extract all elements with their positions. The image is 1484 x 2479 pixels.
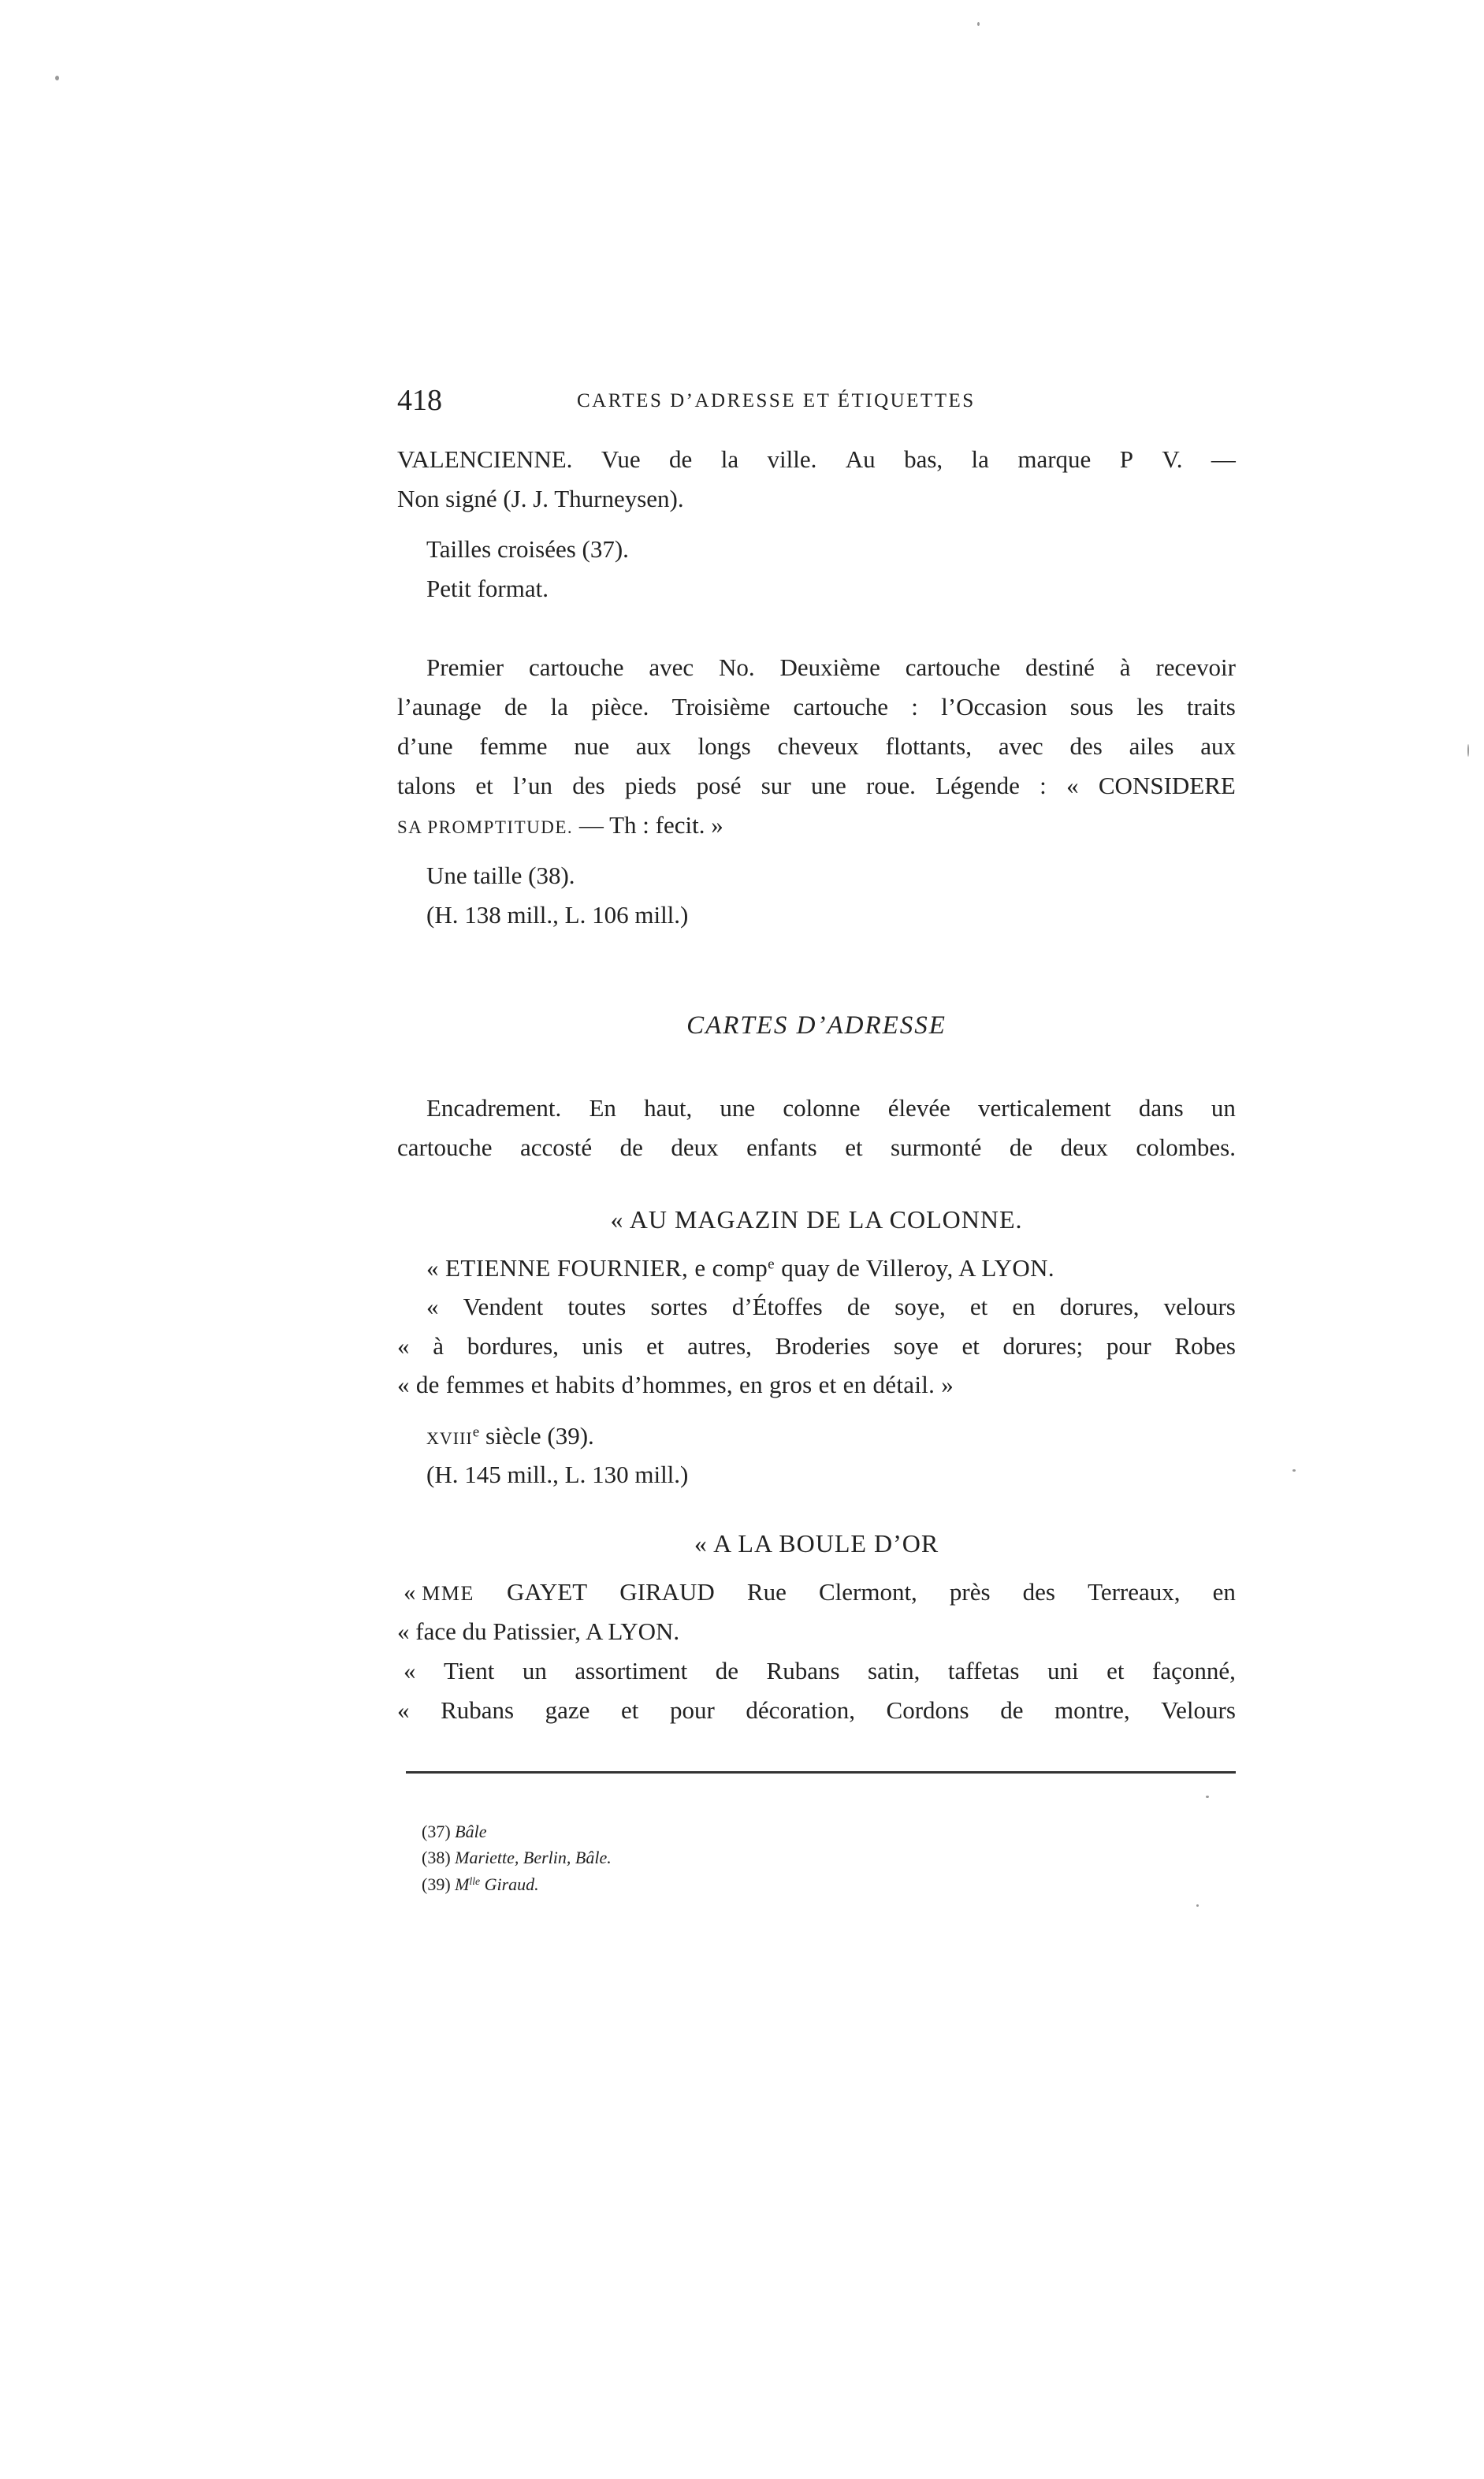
word: Rue bbox=[746, 1578, 787, 1606]
entry3-century-post: siècle (39). bbox=[479, 1422, 594, 1450]
footnote-37-number: (37) bbox=[422, 1822, 451, 1841]
word: montre, bbox=[1054, 1696, 1130, 1724]
word: des bbox=[1069, 732, 1103, 760]
word: longs bbox=[697, 732, 751, 760]
word: cartouche bbox=[397, 1133, 493, 1161]
word: sous bbox=[1069, 693, 1114, 720]
word: pièce. bbox=[591, 693, 649, 720]
word: « bbox=[1066, 772, 1079, 799]
scan-speck bbox=[1292, 1469, 1296, 1472]
word: Tient bbox=[444, 1657, 495, 1684]
word: aux bbox=[635, 732, 671, 760]
word: verticalement bbox=[978, 1094, 1111, 1122]
word: sur bbox=[761, 772, 791, 799]
page-header bbox=[397, 383, 1236, 418]
entry3-heading: « AU MAGAZIN DE LA COLONNE. bbox=[610, 1205, 1023, 1234]
word: et bbox=[1106, 1657, 1125, 1684]
word: aux bbox=[1200, 732, 1236, 760]
word: les bbox=[1136, 693, 1164, 720]
entry3-address-line1 bbox=[426, 1253, 1054, 1284]
footnote-38-number: (38) bbox=[422, 1848, 451, 1867]
word: un bbox=[522, 1657, 547, 1684]
word: avec bbox=[998, 732, 1043, 760]
word: et bbox=[961, 1332, 980, 1360]
entry2-line2 bbox=[397, 691, 1236, 723]
footnote-39-text-post: Giraud. bbox=[480, 1874, 539, 1894]
word: Premier bbox=[426, 653, 504, 681]
word: bordures, bbox=[467, 1332, 559, 1360]
word: de bbox=[504, 693, 528, 720]
word: taffetas bbox=[947, 1657, 1020, 1684]
word: Broderies bbox=[775, 1332, 871, 1360]
word: et bbox=[646, 1332, 664, 1360]
word: velours bbox=[1163, 1293, 1236, 1320]
word: soye, bbox=[894, 1293, 946, 1320]
word: dorures; bbox=[1002, 1332, 1084, 1360]
word: la bbox=[550, 693, 568, 720]
word: roue. bbox=[866, 772, 916, 799]
entry3-address-line1-pre: « ETIENNE FOURNIER, e comp bbox=[426, 1254, 768, 1282]
entry4-line4 bbox=[397, 1695, 1236, 1726]
word: l’Occasion bbox=[941, 693, 1047, 720]
word: des bbox=[572, 772, 605, 799]
word: GIRAUD bbox=[619, 1578, 715, 1606]
footnote-39 bbox=[422, 1874, 539, 1896]
entry2-line4 bbox=[397, 770, 1236, 802]
word: femme bbox=[479, 732, 548, 760]
entry2-line6: Une taille (38). bbox=[426, 862, 575, 889]
word: P bbox=[1119, 445, 1133, 473]
word: à bbox=[433, 1332, 444, 1360]
word: Légende bbox=[935, 772, 1020, 799]
word: Au bbox=[845, 445, 876, 473]
word: destiné bbox=[1025, 653, 1095, 681]
entry1-line3: Tailles croisées (37). bbox=[426, 535, 629, 563]
word: « bbox=[426, 1293, 439, 1320]
word: d’une bbox=[397, 732, 453, 760]
word: traits bbox=[1186, 693, 1236, 720]
entry2-line5-rest: — Th : fecit. » bbox=[578, 811, 723, 839]
entry2-line5-smallcaps: SA PROMPTITUDE. bbox=[397, 817, 574, 837]
word: uni bbox=[1047, 1657, 1079, 1684]
word: posé bbox=[696, 772, 742, 799]
word: avec bbox=[649, 653, 694, 681]
word: — bbox=[1211, 445, 1236, 473]
scan-speck bbox=[55, 76, 59, 80]
footnote-37-text: Bâle bbox=[455, 1822, 487, 1841]
word: : bbox=[1040, 772, 1047, 799]
word: sortes bbox=[650, 1293, 708, 1320]
word: de bbox=[1000, 1696, 1024, 1724]
scan-speck bbox=[1467, 744, 1469, 757]
word: assortiment bbox=[575, 1657, 688, 1684]
word: décoration, bbox=[746, 1696, 855, 1724]
word: toutes bbox=[567, 1293, 627, 1320]
word: et bbox=[969, 1293, 988, 1320]
word: pour bbox=[1106, 1332, 1151, 1360]
entry3-dimensions: (H. 145 mill., L. 130 mill.) bbox=[426, 1461, 689, 1488]
word: ailes bbox=[1129, 732, 1174, 760]
footnote-39-number: (39) bbox=[422, 1874, 451, 1894]
word: Robes bbox=[1174, 1332, 1236, 1360]
word: recevoir bbox=[1155, 653, 1236, 681]
word: un bbox=[1211, 1094, 1236, 1122]
word: pour bbox=[669, 1696, 715, 1724]
word: talons bbox=[397, 772, 456, 799]
entry2-line3 bbox=[397, 731, 1236, 762]
entry1-line2: Non signé (J. J. Thurneysen). bbox=[397, 485, 684, 512]
word: : bbox=[911, 693, 918, 720]
word: CONSIDERE bbox=[1098, 772, 1236, 799]
entry3-address-line1-post: quay de Villeroy, A LYON. bbox=[775, 1254, 1055, 1282]
word: cheveux bbox=[777, 732, 859, 760]
word: de bbox=[619, 1133, 643, 1161]
word: Deuxième bbox=[779, 653, 880, 681]
entry2-line1 bbox=[426, 652, 1236, 683]
entry4-line1-title: MME bbox=[422, 1582, 474, 1605]
word: près bbox=[949, 1578, 991, 1606]
word: d’Étoffes bbox=[731, 1293, 823, 1320]
word: « bbox=[397, 1696, 410, 1724]
word: l’aunage bbox=[397, 693, 482, 720]
word: à bbox=[1119, 653, 1131, 681]
entry1-line1 bbox=[397, 444, 1236, 475]
word: ville. bbox=[767, 445, 817, 473]
word: une bbox=[720, 1094, 756, 1122]
footnote-38 bbox=[422, 1847, 612, 1869]
word: et bbox=[475, 772, 493, 799]
footnote-39-text-pre: M bbox=[455, 1874, 470, 1894]
word: colombes. bbox=[1136, 1133, 1236, 1161]
entry2-line5 bbox=[397, 810, 723, 843]
word: Vue bbox=[601, 445, 641, 473]
word: cartouche bbox=[529, 653, 624, 681]
word: V. bbox=[1162, 445, 1183, 473]
word: de bbox=[715, 1657, 739, 1684]
section-title: CARTES D’ADRESSE bbox=[686, 1011, 947, 1040]
entry3-address-line3 bbox=[397, 1331, 1236, 1362]
word: Clermont, bbox=[818, 1578, 917, 1606]
word: surmonté bbox=[891, 1133, 982, 1161]
word: soye bbox=[893, 1332, 939, 1360]
word: unis bbox=[582, 1332, 623, 1360]
word: haut, bbox=[644, 1094, 693, 1122]
word: la bbox=[720, 445, 739, 473]
entry3-line2 bbox=[397, 1132, 1236, 1163]
word: accosté bbox=[519, 1133, 593, 1161]
word: Rubans bbox=[441, 1696, 515, 1724]
word: pieds bbox=[624, 772, 677, 799]
word: colonne bbox=[783, 1094, 861, 1122]
word: en bbox=[1012, 1293, 1036, 1320]
word: gaze bbox=[545, 1696, 590, 1724]
word: No. bbox=[718, 653, 755, 681]
page-number: 418 bbox=[397, 384, 442, 417]
word: cartouche bbox=[905, 653, 1001, 681]
entry3-line1 bbox=[426, 1092, 1236, 1124]
word: enfants bbox=[746, 1133, 817, 1161]
word: autres, bbox=[687, 1332, 752, 1360]
word: des bbox=[1022, 1578, 1055, 1606]
scan-speck bbox=[1206, 1796, 1209, 1798]
entry4-line2: « face du Patissier, A LYON. bbox=[397, 1617, 680, 1645]
word: Terreaux, bbox=[1088, 1578, 1181, 1606]
entry3-century-sup: e bbox=[472, 1424, 480, 1441]
footnote-rule bbox=[406, 1771, 1236, 1774]
entry4-line3 bbox=[404, 1655, 1236, 1687]
word: cartouche bbox=[793, 693, 888, 720]
word: nue bbox=[574, 732, 610, 760]
word: deux bbox=[671, 1133, 719, 1161]
entry4-heading: « A LA BOULE D’OR bbox=[694, 1529, 939, 1558]
entry3-century-numeral: xviii bbox=[426, 1422, 473, 1450]
word: une bbox=[810, 772, 846, 799]
entry4-line1 bbox=[404, 1576, 1236, 1610]
word: de bbox=[846, 1293, 871, 1320]
word: Rubans bbox=[766, 1657, 840, 1684]
word: de bbox=[1009, 1133, 1033, 1161]
footnote-39-text-sup: lle bbox=[469, 1875, 481, 1888]
word: Cordons bbox=[886, 1696, 969, 1724]
word: « bbox=[404, 1657, 416, 1684]
word: dorures, bbox=[1059, 1293, 1140, 1320]
entry3-address-line2 bbox=[426, 1291, 1236, 1323]
entry2-line7: (H. 138 mill., L. 106 mill.) bbox=[426, 901, 689, 929]
word: satin, bbox=[868, 1657, 921, 1684]
entry3-address-line1-sup: e bbox=[768, 1256, 775, 1273]
word: GAYET bbox=[506, 1578, 588, 1606]
word: et bbox=[621, 1696, 639, 1724]
scan-speck bbox=[977, 22, 980, 26]
running-title: CARTES D’ADRESSE ET ÉTIQUETTES bbox=[577, 390, 976, 411]
word: dans bbox=[1138, 1094, 1184, 1122]
word: Velours bbox=[1161, 1696, 1236, 1724]
word: marque bbox=[1017, 445, 1092, 473]
entry4-line1-guillemet: « bbox=[404, 1578, 416, 1606]
footnote-38-text: Mariette, Berlin, Bâle. bbox=[455, 1848, 612, 1867]
footnote-37 bbox=[422, 1821, 486, 1843]
word: la bbox=[971, 445, 989, 473]
entry3-century bbox=[426, 1420, 594, 1452]
word: flottants, bbox=[885, 732, 972, 760]
word: Encadrement. bbox=[426, 1094, 562, 1122]
word: En bbox=[589, 1094, 616, 1122]
word: Troisième bbox=[671, 693, 771, 720]
word: en bbox=[1212, 1578, 1236, 1606]
footnote-39-text bbox=[455, 1874, 539, 1894]
entry1-line4: Petit format. bbox=[426, 575, 549, 602]
word: Vendent bbox=[463, 1293, 544, 1320]
word: de bbox=[669, 445, 693, 473]
word: VALENCIENNE. bbox=[397, 445, 573, 473]
entry3-address-line4: « de femmes et habits d’hommes, en gros et en détail. » bbox=[397, 1371, 954, 1398]
word: « bbox=[397, 1332, 410, 1360]
word: élevée bbox=[887, 1094, 950, 1122]
scan-speck bbox=[1196, 1904, 1199, 1907]
word: deux bbox=[1060, 1133, 1108, 1161]
word: façonné, bbox=[1152, 1657, 1236, 1684]
word: l’un bbox=[513, 772, 552, 799]
word: et bbox=[845, 1133, 863, 1161]
word: bas, bbox=[904, 445, 943, 473]
